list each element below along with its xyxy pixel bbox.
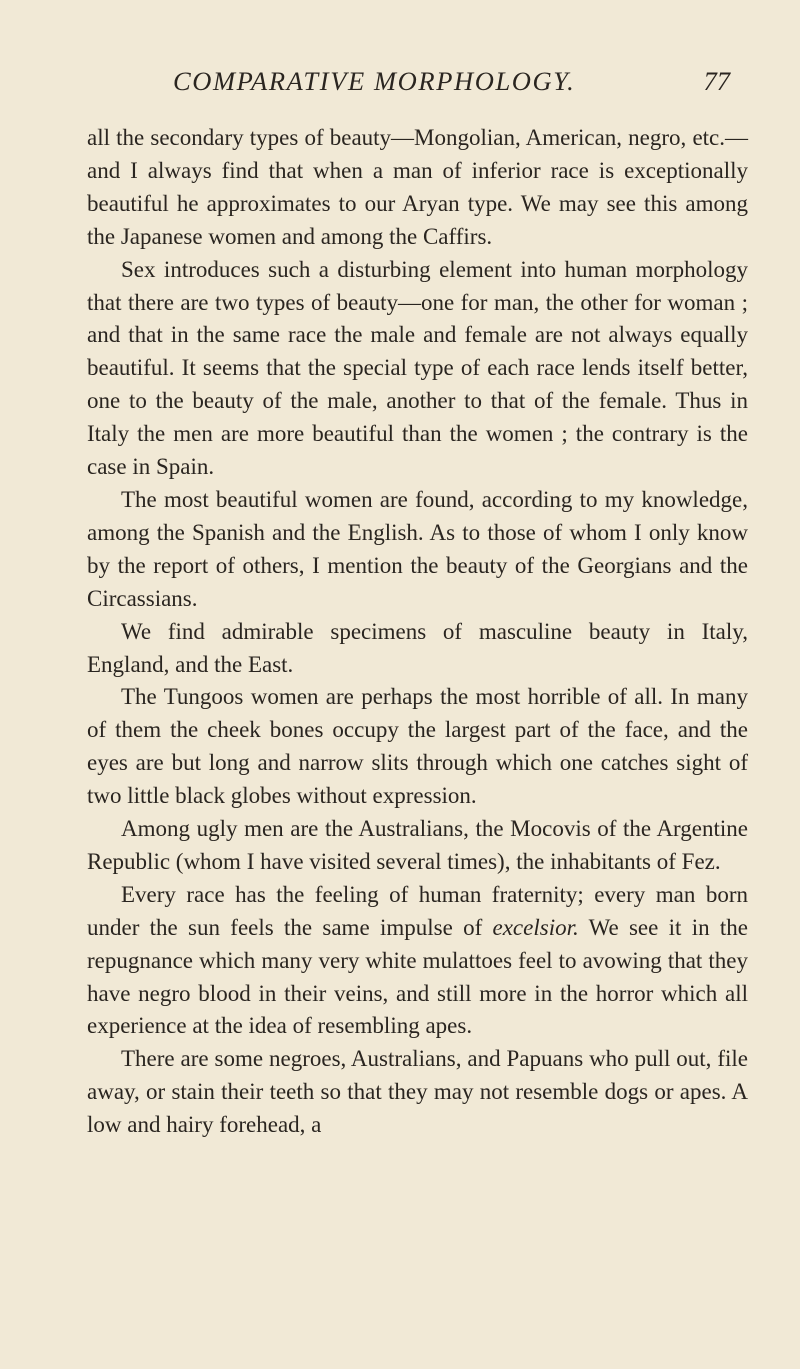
running-header [87, 58, 748, 100]
paragraph-8: There are some negroes, Australians, and Papuans who pull out, file away, or stain their teeth so that they may not resemble dogs or apes. A low and hairy forehead, a [87, 1046, 748, 1138]
page-number: 77 [703, 66, 730, 96]
paragraph-3: The most beautiful women are found, according to my knowledge, among the Spanish and the English. As to those of whom I only know by the report of others, I mention the beauty of the Georgians and the Circassians. [87, 486, 748, 611]
italic-word-excelsior: excelsior. [492, 914, 579, 940]
paragraph-7-text-end: We see it in the repugnance which many very white mulattoes feel to avowing that they have negro blood in their veins, and still more in the horror which all experience at the idea of resembling apes. [87, 914, 748, 1039]
paragraph-7 [87, 879, 748, 1044]
paragraph-6: Among ugly men are the Australians, the Mocovis of the Argentine Republic (whom I have visited several times), the inhabitants of Fez. [87, 816, 748, 874]
paragraph-1: all the secondary types of beauty—Mongolian, American, negro, etc.—and I always find that when a man of inferior race is exceptionally beautiful he approximates to our Aryan type. We may see this among the Japanese women and among the Caffirs. [87, 125, 748, 249]
paragraph-5: The Tungoos women are perhaps the most horrible of all. In many of them the cheek bones occupy the largest part of the face, and the eyes are but long and narrow slits through which one catches sight of two little black globes without expression. [87, 684, 748, 809]
running-title: COMPARATIVE MORPHOLOGY. [173, 66, 576, 96]
paragraph-4: We find admirable specimens of masculine beauty in Italy, England, and the East. [87, 618, 748, 677]
paragraph-2: Sex introduces such a disturbing element into human morphology that there are two types of beauty—one for man, the other for woman ; and that in the same race the male and female are not always equally beautiful. It seems that the special type of each race lends itself better, one to the beauty of the male, another to that of the female. Thus in Italy the men are more beautiful than the women ; the contrary is the case in Spain. [87, 256, 748, 480]
paragraph-7-text-start: Every race has the feeling of human fraternity; every man born under the sun feels the same impulse of [87, 881, 748, 940]
text-body [87, 122, 748, 1142]
